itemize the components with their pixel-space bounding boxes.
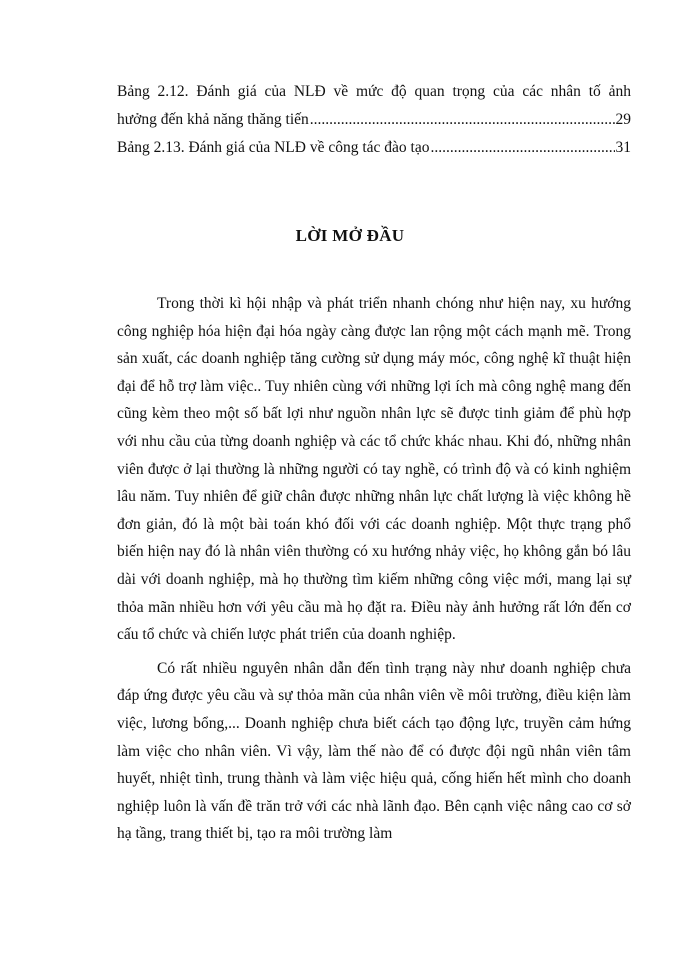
body-paragraph: Có rất nhiều nguyên nhân dẫn đến tình trạng này như doanh nghiệp chưa đáp ứng được yêu cầu và sự thỏa mãn của nhân viên về môi trường, điều kiện làm việc, lương bổng,... Doanh nghiệp chưa biết cách tạo động lực, truyền cảm hứng làm việc cho nhân viên. Vì vậy, làm thế nào để có được đội ngũ nhân viên tâm huyết, nhiệt tình, trung thành và làm việc hiệu quả, cống hiến hết mình cho doanh nghiệp luôn là vấn đề trăn trở với các nhà lãnh đạo. Bên cạnh việc nâng cao cơ sở hạ tầng, trang thiết bị, tạo ra môi trường làm xyxy=(117,659,631,843)
toc-dot-leader xyxy=(430,134,614,162)
toc-entry-line xyxy=(117,134,631,162)
body-paragraph: Trong thời kì hội nhập và phát triển nhanh chóng như hiện nay, xu hướng công nghiệp hóa hiện đại hóa ngày càng được lan rộng một cách mạnh mẽ. Trong sản xuất, các doanh nghiệp tăng cường sử dụng máy móc, công nghệ kĩ thuật hiện đại để hỗ trợ làm việc.. Tuy nhiên cùng với những lợi ích mà công nghệ mang đến cũng kèm theo một số bất lợi như nguồn nhân lực sẽ được tinh giảm để phù hợp với nhu cầu của từng doanh nghiệp và các tổ chức khác nhau. Khi đó, những nhân viên được ở lại thường là những người có tay nghề, có trình độ và có kinh nghiệm lâu năm. Tuy nhiên để giữ chân được những nhân lực chất lượng là việc không hề đơn giản, đó là một bài toán khó đối với các doanh nghiệp. Một thực trạng phổ biến hiện nay đó là nhân viên thường có xu hướng nhảy việc, họ không gắn bó lâu dài với doanh nghiệp, mà họ thường tìm kiếm những công việc mới, mang lại sự thỏa mãn nhiều hơn với yêu cầu mà họ đặt ra. Điều này ảnh hưởng rất lớn đến cơ cấu tổ chức và chiến lược phát triển của doanh nghiệp. xyxy=(117,295,631,644)
toc-dot-leader xyxy=(310,106,615,134)
toc-entry-title: Bảng 2.12. Đánh giá của NLĐ về mức độ quan trọng của các nhân tố ảnh xyxy=(117,83,631,100)
toc-entry-title-continued: hưởng đến khả năng thăng tiến xyxy=(117,111,309,128)
toc-entry-second-line xyxy=(117,106,631,134)
toc-entry[interactable] xyxy=(117,134,631,162)
section-title: LỜI MỞ ĐẦU xyxy=(295,226,405,245)
table-of-contents xyxy=(117,78,631,162)
toc-entry-first-line xyxy=(117,78,631,106)
toc-page-number: 31 xyxy=(615,139,631,156)
toc-entry[interactable] xyxy=(117,78,631,134)
section-body xyxy=(117,290,631,848)
toc-entry-title: Bảng 2.13. Đánh giá của NLĐ về công tác đào tạo xyxy=(117,139,430,156)
toc-page-number: 29 xyxy=(615,111,631,128)
